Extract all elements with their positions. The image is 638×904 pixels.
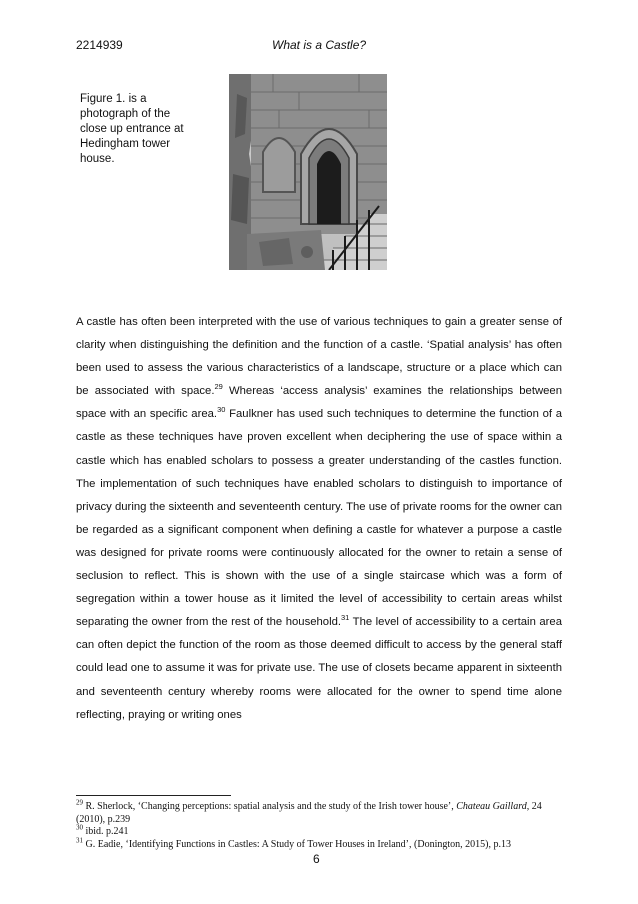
body-text-segment: The level of accessibility to a certain area can often depict the function of the room as those deemed difficult to access by the general staff could lead one to assume it was for private use. The use of closets became apparent in sixteenth and seventeenth century whereby rooms were allocated for the owner to spend time alone reflecting, praying or writing ones (76, 616, 562, 721)
body-text-segment: Faulkner has used such techniques to determine the function of a castle as these techniques have proven excellent when deciphering the use of space within a castle which has enabled scholars to possess a greater understanding of the castles function. The implementation of such techniques have enabled scholars to distinguish to importance of privacy during the sixteenth and seventeenth century. The use of private rooms for the owner can be regarded as a significant component when defining a castle for whatever a purpose a castle was designed for private rooms were continuously allocated for the owner to retain a sense of seclusion to reflect. This is shown with the use of a single staircase which was a form of segregation within a tower house as it limited the level of accessibility to certain areas whilst separating the owner from the rest of the household. (76, 408, 562, 629)
footnote-number: 31 (76, 836, 83, 845)
figure-caption: Figure 1. is a photograph of the close up entrance at Hedingham tower house. (80, 93, 184, 165)
castle-entrance-photo (229, 74, 387, 270)
footnote-ref-29[interactable]: 29 (214, 382, 223, 392)
footnote-text: ibid. p.241 (83, 826, 129, 837)
footnote-30 (76, 823, 562, 839)
body-paragraph (76, 311, 562, 727)
footnotes (76, 798, 562, 851)
footnote-number: 30 (76, 823, 83, 832)
footnote-ref-31[interactable]: 31 (341, 613, 350, 623)
student-id: 2214939 (76, 38, 123, 52)
body-text-segment: Whereas ‘access analysis’ examines the relationships between space with an specific area. (76, 385, 562, 421)
footnote-text: R. Sherlock, ‘Changing perceptions: spatial analysis and the study of the Irish tower house’, (83, 801, 457, 812)
footnote-journal-title: Chateau Gaillard, (456, 801, 530, 812)
footnote-31 (76, 836, 562, 852)
footnote-text: G. Eadie, ‘Identifying Functions in Castles: A Study of Tower Houses in Ireland’, (Donington, 2015), p.13 (83, 838, 511, 850)
document-title: What is a Castle? (272, 38, 367, 52)
footnote-divider (76, 795, 231, 796)
page-number: 6 (313, 852, 320, 866)
footnote-ref-30[interactable]: 30 (217, 405, 226, 415)
body-text-segment: A castle has often been interpreted with the use of various techniques to gain a greater sense of clarity when distinguishing the definition and the function of a castle. ‘Spatial analysis’ has often been used to assess the various characteristics of a landscape, structure or a place which can be associated with space. (76, 316, 562, 398)
footnote-number: 29 (76, 798, 83, 807)
footnote-29 (76, 798, 562, 826)
footnote-text: 24 (2010), p.239 (76, 801, 542, 825)
